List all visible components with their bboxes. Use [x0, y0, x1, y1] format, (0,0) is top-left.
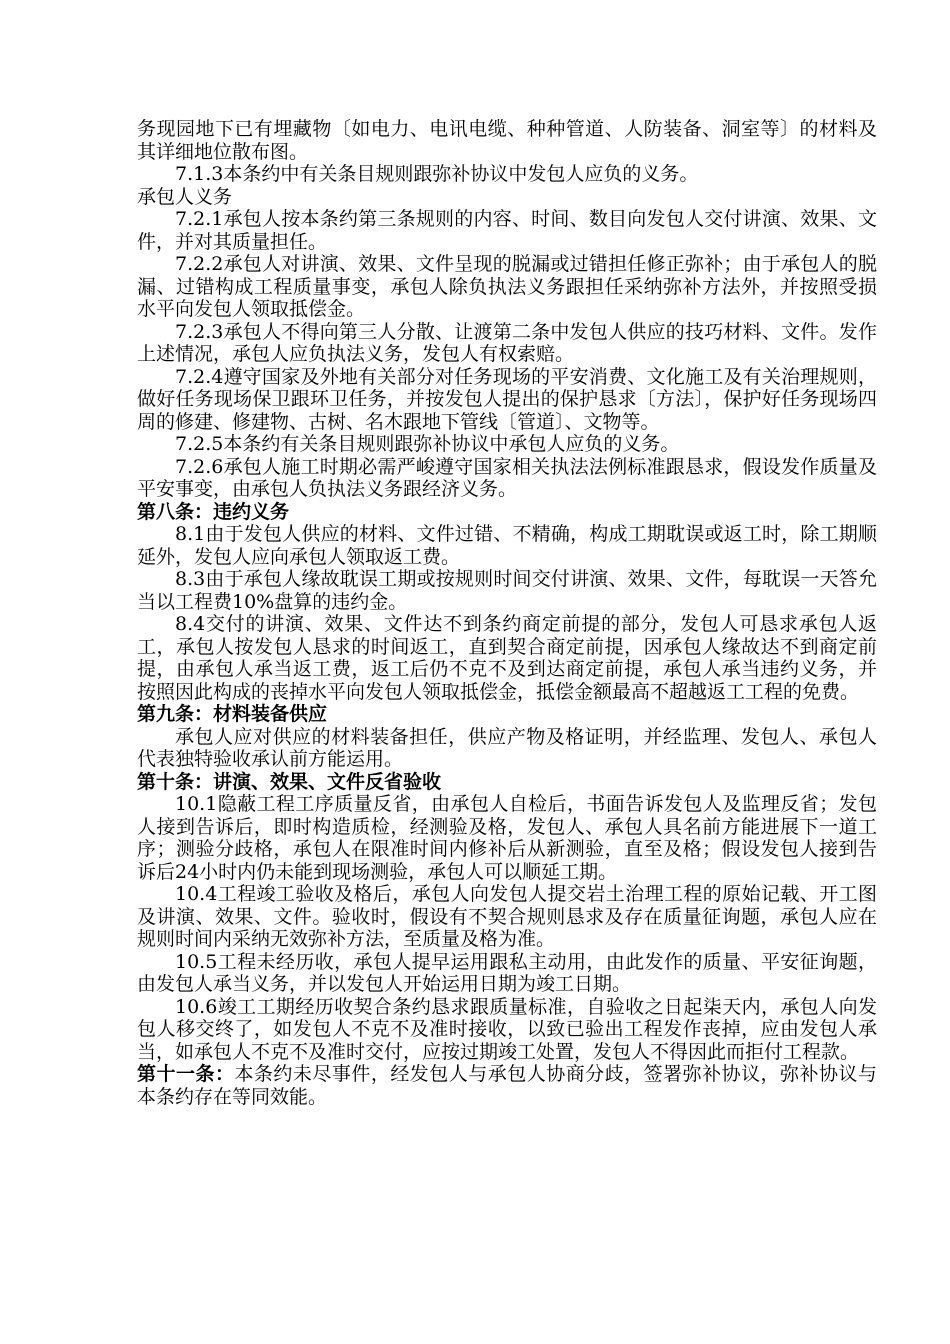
- paragraph-7-2-3: 7.2.3承包人不得向第三人分散、让渡第二条中发包人供应的技巧材料、文件。发作上述情况，承包人应负执法义务，发包人有权索赔。: [137, 320, 877, 365]
- paragraph-10-5: 10.5工程未经历收，承包人提早运用跟私主动用，由此发作的质量、平安征询题，由发包人承当义务，并以发包人开始运用日期为竣工日期。: [137, 950, 877, 995]
- heading-article-9: 第九条：材料装备供应: [137, 703, 328, 725]
- paragraph-10-6: 10.6竣工工期经历收契合条约恳求跟质量标准，自验收之日起柒天内，承包人向发包人移交终了，如发包人不克不及准时接收，以致已验出工程发作丧掉，应由发包人承当，如承包人不克不及准时交付，应按过期竣工处置，发包人不得因此而拒付工程款。: [137, 995, 877, 1063]
- paragraph-7-1-3: 7.1.3本条约中有关条目规则跟弥补协议中发包人应负的义务。: [175, 163, 699, 185]
- document-page: [137, 118, 877, 1108]
- heading-article-8: 第八条：违约义务: [137, 500, 290, 523]
- paragraph-10-1: 10.1隐蔽工程工序质量反省，由承包人自检后，书面告诉发包人及监理反省；发包人接到告诉后，即时构造质检，经测验及格，发包人、承包人具名前方能进展下一道工序；测验分歧格，承包人在限准时间内修补后从新测验，直至及格；假设发包人接到告诉后24小时内仍未能到现场测验，承包人可以顺延工期。: [137, 793, 877, 883]
- paragraph-7-2-2: 7.2.2承包人对讲演、效果、文件呈现的脱漏或过错担任修正弥补；由于承包人的脱漏、过错构成工程质量事变，承包人除负执法义务跟担任采纳弥补方法外，并按照受损水平向发包人领取抵偿金。: [137, 253, 877, 320]
- heading-article-11: 第十一条：: [137, 1063, 235, 1085]
- subheading-contractor-duties: 承包人义务: [137, 185, 233, 208]
- paragraph-excavation-materials: 务现园地下已有埋藏物〔如电力、电讯电缆、种种管道、人防装备、洞室等〕的材料及其详细地位散布图。: [137, 118, 877, 163]
- paragraph-7-2-4: 7.2.4遵守国家及外地有关部分对任务现场的平安消费、文化施工及有关治理规则，做好任务现场保卫跟环卫任务，并按发包人提出的保护恳求〔方法〕，保护好任务现场四周的修建、修建物、古树、名木跟地下管线〔管道〕、文物等。: [137, 365, 877, 433]
- paragraph-article-9: 承包人应对供应的材料装备担任，供应产物及格证明，并经监理、发包人、承包人代表独特验收承认前方能运用。: [137, 725, 877, 770]
- paragraph-8-4: 8.4交付的讲演、效果、文件达不到条约商定前提的部分，发包人可恳求承包人返工，承包人按发包人恳求的时间返工，直到契合商定前提，因承包人缘故达不到商定前提，由承包人承当返工费，返工后仍不克不及到达商定前提，承包人承当违约义务，并按照因此构成的丧掉水平向发包人领取抵偿金，抵偿金额最高不超越返工工程的免费。: [137, 613, 877, 703]
- paragraph-7-2-1: 7.2.1承包人按本条约第三条规则的内容、时间、数目向发包人交付讲演、效果、文件，并对其质量担任。: [137, 208, 877, 253]
- paragraph-article-11: [137, 1063, 877, 1108]
- heading-article-10: 第十条：讲演、效果、文件反省验收: [137, 770, 442, 793]
- paragraph-8-3: 8.3由于承包人缘故耽误工期或按规则时间交付讲演、效果、文件，每耽误一天答允当以工程费10%盘算的违约金。: [137, 568, 877, 613]
- paragraph-article-11-text: 本条约未尽事件，经发包人与承包人协商分歧，签署弥补协议，弥补协议与本条约存在等同效能。: [137, 1063, 877, 1108]
- paragraph-10-4: 10.4工程竣工验收及格后，承包人向发包人提交岩土治理工程的原始记载、开工图及讲演、效果、文件。验收时，假设有不契合规则恳求及存在质量征询题，承包人应在规则时间内采纳无效弥补方法，至质量及格为准。: [137, 883, 877, 950]
- paragraph-7-2-6: 7.2.6承包人施工时期必需严峻遵守国家相关执法法例标准跟恳求，假设发作质量及平安事变，由承包人负执法义务跟经济义务。: [137, 455, 877, 500]
- paragraph-8-1: 8.1由于发包人供应的材料、文件过错、不精确，构成工期耽误或返工时，除工期顺延外，发包人应向承包人领取返工费。: [137, 523, 877, 568]
- paragraph-7-2-5: 7.2.5本条约有关条目规则跟弥补协议中承包人应负的义务。: [175, 433, 680, 455]
